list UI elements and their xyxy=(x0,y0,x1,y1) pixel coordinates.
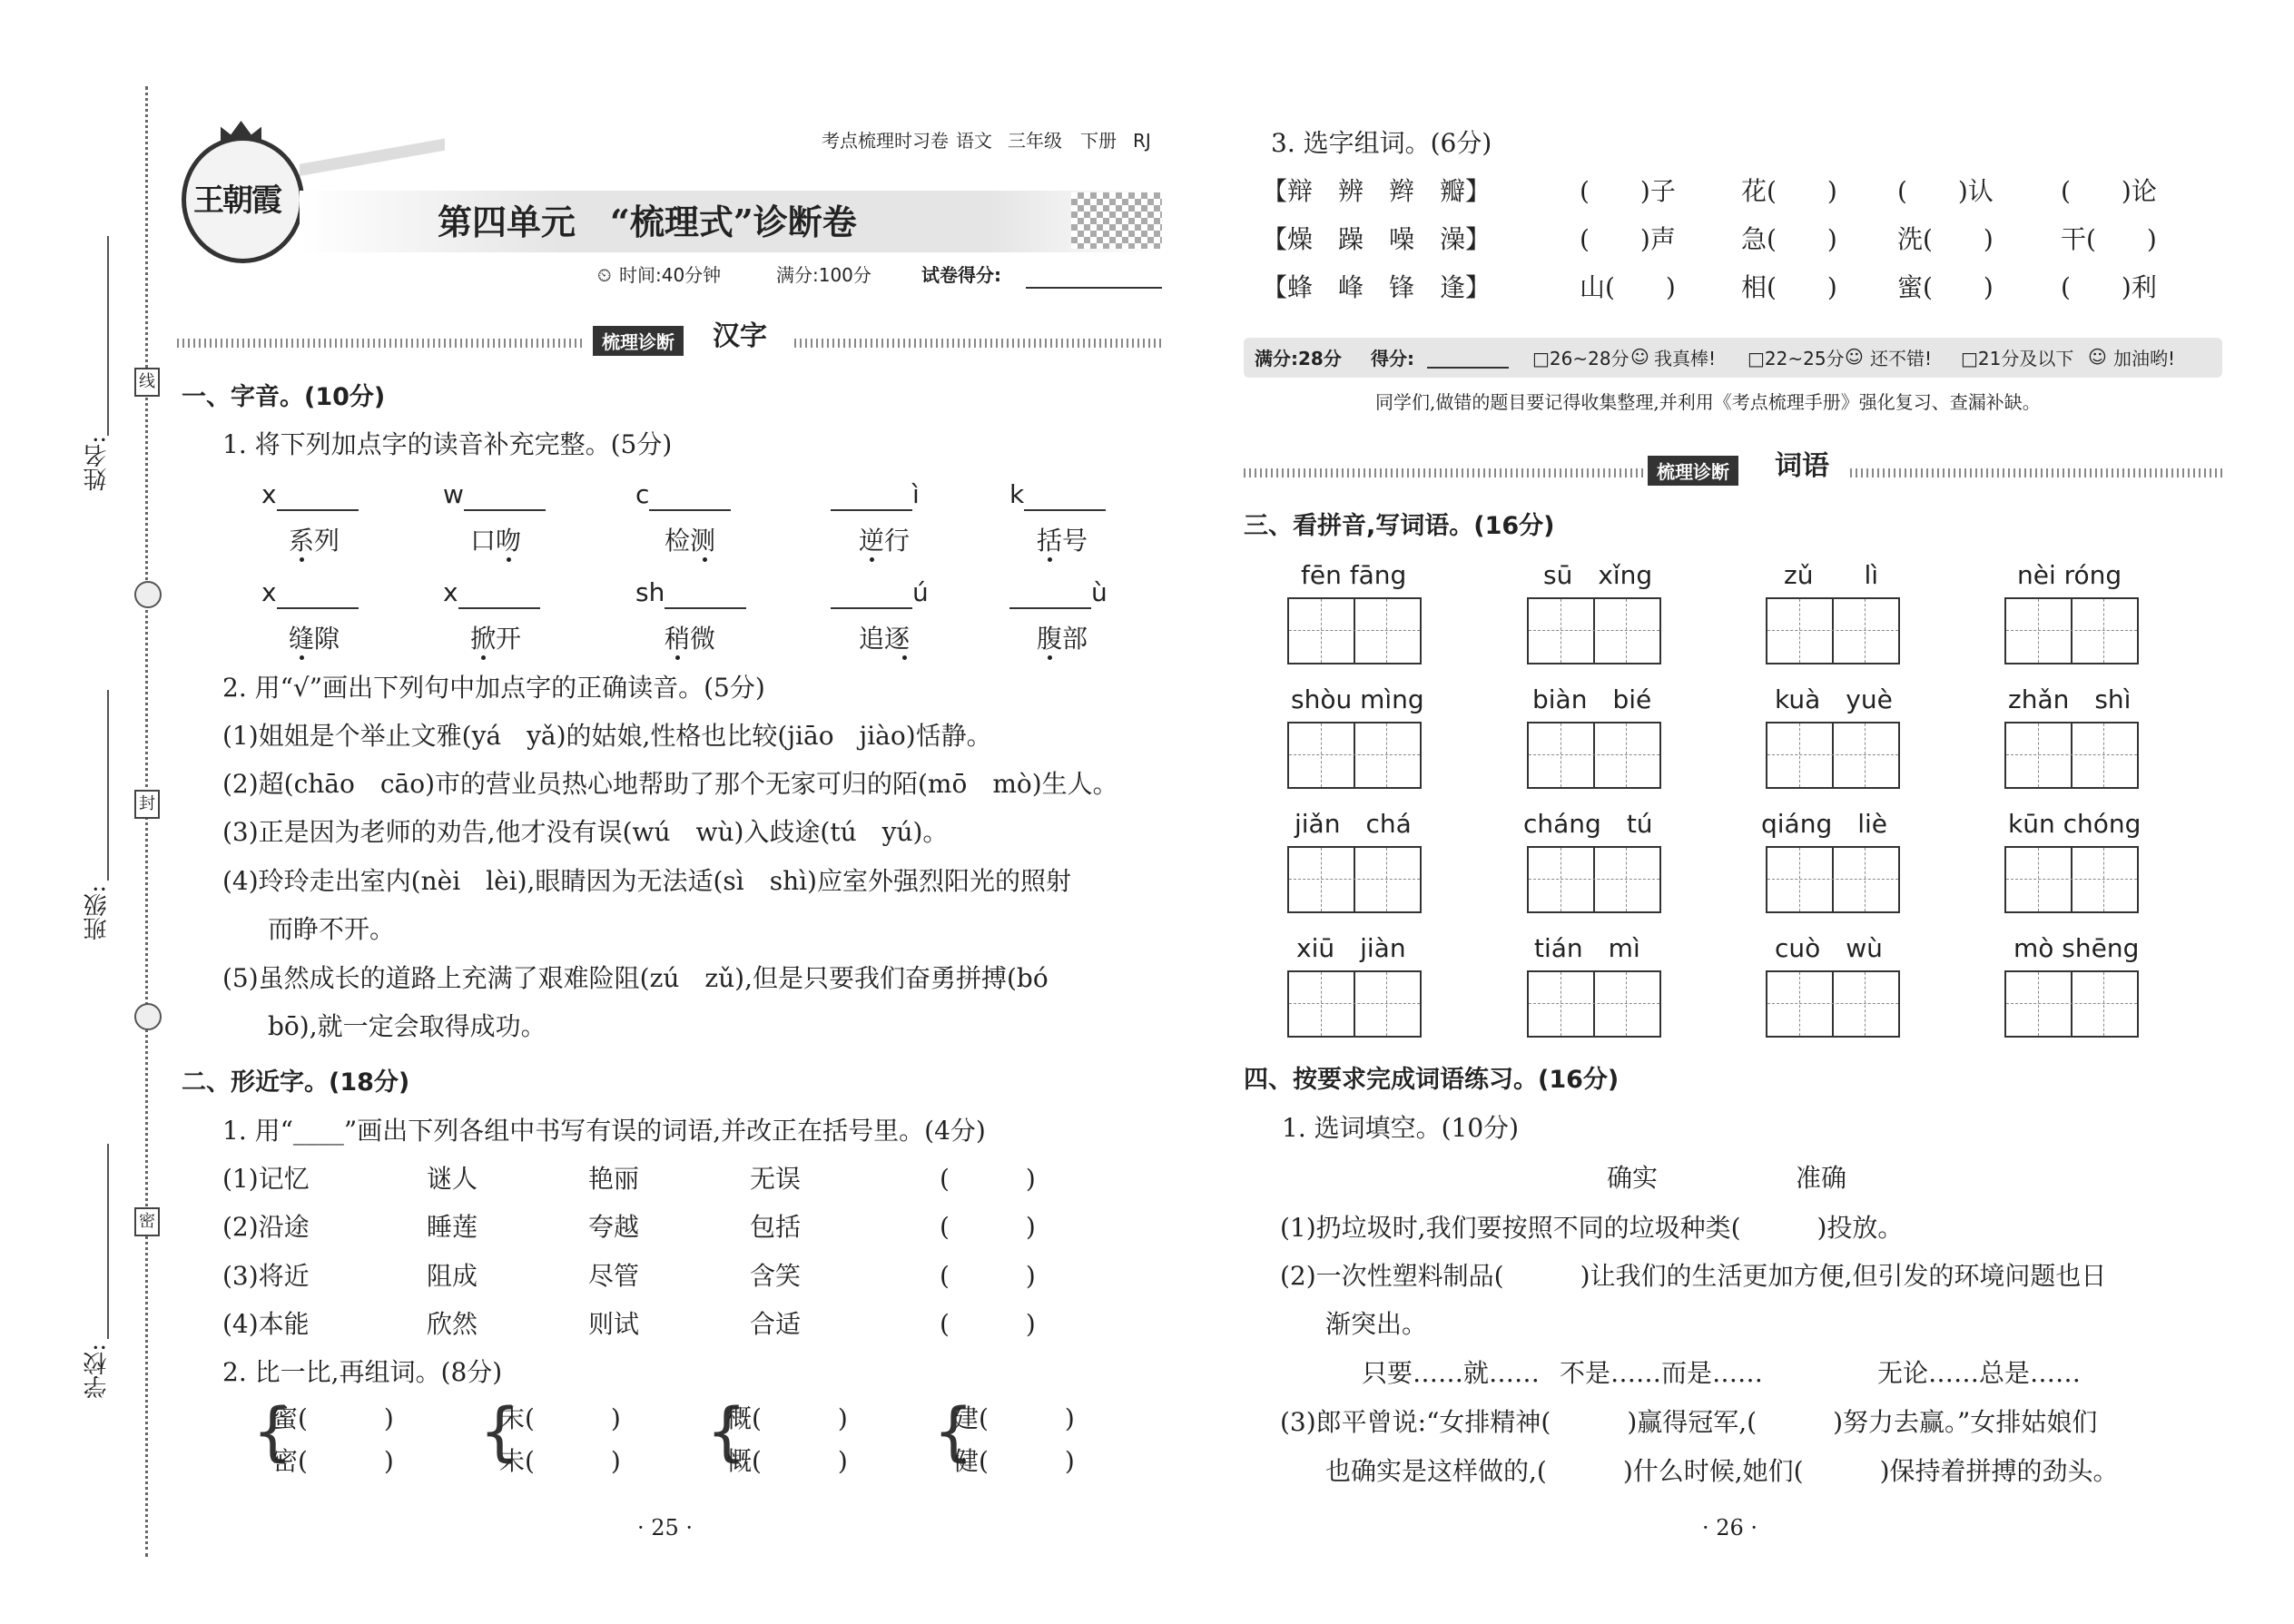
q2-row4-d[interactable]: 合适 xyxy=(750,1309,802,1339)
exam-full-score: 满分:100分 xyxy=(776,264,871,286)
compare-3a[interactable]: 概( ) xyxy=(726,1403,848,1433)
q2-row1-a[interactable]: (1)记忆 xyxy=(222,1164,310,1194)
pinyin-label: jiǎn chá xyxy=(1295,809,1412,839)
q2-row2-a[interactable]: (2)沿途 xyxy=(222,1212,310,1242)
group-1-blank-2[interactable]: 花( ) xyxy=(1741,176,1837,206)
sentence-2[interactable]: (2)超(chāo cāo)市的营业员热心地帮助了那个无家可归的陌(mō mò)生人。 xyxy=(222,769,1118,799)
pinyin-label: qiáng liè xyxy=(1761,809,1888,839)
pinyin-label: mò shēng xyxy=(2013,933,2140,963)
fill-1[interactable]: (1)扔垃圾时,我们要按照不同的垃圾种类( )投放。 xyxy=(1280,1213,1904,1243)
group-3-chars: 【蜂 峰 锋 逢】 xyxy=(1262,272,1492,302)
group-1-blank-3[interactable]: ( )认 xyxy=(1897,176,1994,206)
tian-grid[interactable] xyxy=(1287,846,1422,913)
group-1-chars: 【辩 辨 辫 瓣】 xyxy=(1262,176,1492,206)
logo-text: 王朝霞 xyxy=(193,182,281,219)
q1-1-instruction: 1. 将下列加点字的读音补充完整。(5分) xyxy=(222,429,673,459)
tian-grid[interactable] xyxy=(1527,970,1661,1038)
choice-word-1: 确实 xyxy=(1607,1163,1659,1193)
q3-title: 三、看拼音,写词语。(16分) xyxy=(1244,512,1555,540)
word-1-3: 检测 xyxy=(665,526,716,556)
word-2-2: 掀开 xyxy=(470,624,522,654)
pinyin-label: fēn fāng xyxy=(1301,560,1407,590)
header-series: 考点梳理时习卷 xyxy=(822,130,949,152)
q2-row1-d[interactable]: 无误 xyxy=(750,1164,802,1194)
choice-phrase-3: 无论……总是…… xyxy=(1877,1358,2082,1388)
pinyin-blank-3[interactable]: c xyxy=(635,478,731,511)
tian-grid[interactable] xyxy=(1527,846,1661,913)
pinyin-label: biàn bié xyxy=(1532,684,1652,714)
pinyin-blank-2[interactable]: w xyxy=(443,478,546,511)
fill-3a[interactable]: (3)郎平曾说:“女排精神( )赢得冠军,( )努力去赢。”女排姑娘们 xyxy=(1280,1407,2098,1437)
header-edition: RJ xyxy=(1133,130,1151,152)
q2-row3-d[interactable]: 含笑 xyxy=(750,1261,802,1291)
pinyin-label: cháng tú xyxy=(1523,809,1653,839)
q2-row2-answer[interactable]: ( ) xyxy=(940,1212,1036,1242)
group-3-blank-4[interactable]: ( )利 xyxy=(2061,272,2157,302)
section-tag: 梳理诊断 xyxy=(593,326,684,356)
q4-1-instruction: 1. 选词填空。(10分) xyxy=(1282,1113,1520,1143)
exam-score-field[interactable] xyxy=(1026,287,1162,289)
pinyin-label: kuà yuè xyxy=(1775,684,1893,714)
group-2-blank-3[interactable]: 洗( ) xyxy=(1897,224,1994,254)
pinyin-label: xiū jiàn xyxy=(1296,933,1406,963)
school-label: 学校: xyxy=(84,1343,111,1399)
section-tag: 梳理诊断 xyxy=(1648,456,1738,486)
pinyin-blank-6[interactable]: x xyxy=(261,576,359,609)
logo-crown-icon xyxy=(221,121,261,141)
section-title: 汉字 xyxy=(713,320,767,352)
review-tip: 同学们,做错的题目要记得收集整理,并利用《考点梳理手册》强化复习、查漏补缺。 xyxy=(1375,391,2041,413)
pinyin-blank-8[interactable]: sh xyxy=(635,576,746,609)
tian-grid[interactable] xyxy=(1766,597,1900,664)
neutral-face-icon: ☺ xyxy=(1845,346,1864,368)
q2-row4-c[interactable]: 则试 xyxy=(588,1309,640,1339)
class-label: 班级: xyxy=(84,885,111,940)
q1-title: 一、字音。(10分) xyxy=(182,383,386,411)
group-2-chars: 【燥 躁 噪 澡】 xyxy=(1262,224,1492,254)
q2-row2-b[interactable]: 睡莲 xyxy=(427,1212,478,1242)
q2-title: 二、形近字。(18分) xyxy=(182,1068,410,1097)
q2-row3-answer[interactable]: ( ) xyxy=(940,1261,1036,1291)
group-1-blank-1[interactable]: ( )子 xyxy=(1580,176,1676,206)
choice-word-2: 准确 xyxy=(1796,1163,1847,1193)
q2-row4-b[interactable]: 欣然 xyxy=(427,1309,478,1339)
pinyin-blank-4[interactable]: ì xyxy=(831,478,920,511)
pinyin-blank-7[interactable]: x xyxy=(443,576,540,609)
tian-grid[interactable] xyxy=(1766,722,1900,789)
section-title: 词语 xyxy=(1775,450,1829,482)
binding-hole-2 xyxy=(134,1003,162,1030)
page-title: 第四单元 “梳理式”诊断卷 xyxy=(438,202,857,242)
q2-row3-b[interactable]: 阻成 xyxy=(427,1261,478,1291)
compare-1b[interactable]: 密( ) xyxy=(272,1446,394,1476)
word-1-1: 系列 xyxy=(289,526,340,556)
group-2-blank-2[interactable]: 急( ) xyxy=(1741,224,1837,254)
exam-time: 时间:40分钟 xyxy=(619,264,722,286)
cheer-face-icon: ☺ xyxy=(2088,346,2107,368)
page-number-left: · 25 · xyxy=(637,1515,694,1540)
page-number-right: · 26 · xyxy=(1702,1515,1758,1540)
compare-2a[interactable]: 末( ) xyxy=(499,1403,621,1433)
q2-row3-c[interactable]: 尽管 xyxy=(588,1261,640,1291)
seal-mark-1: 线 xyxy=(134,368,160,397)
rating-2-checkbox[interactable]: □22~25分 xyxy=(1748,348,1845,369)
header-volume: 下册 xyxy=(1080,130,1117,152)
section-header-hanzi xyxy=(177,320,1162,353)
pinyin-label: sū xǐng xyxy=(1543,560,1653,590)
compare-2b[interactable]: 未( ) xyxy=(499,1446,621,1476)
group-2-blank-4[interactable]: 干( ) xyxy=(2061,224,2157,254)
q2-2-instruction: 2. 比一比,再组词。(8分) xyxy=(222,1357,503,1387)
tian-grid[interactable] xyxy=(1766,846,1900,913)
q1-2-instruction: 2. 用“√”画出下列句中加点字的正确读音。(5分) xyxy=(222,673,765,703)
choice-phrase-1: 只要……就…… xyxy=(1362,1358,1541,1388)
tian-grid[interactable] xyxy=(1527,597,1661,664)
pinyin-label: cuò wù xyxy=(1775,933,1883,963)
exam-score-label: 试卷得分: xyxy=(921,264,1001,286)
q2-row1-b[interactable]: 谜人 xyxy=(427,1164,478,1194)
school-field[interactable] xyxy=(107,1144,109,1339)
q3-select-title: 3. 选字组词。(6分) xyxy=(1271,128,1492,158)
q2-row2-d[interactable]: 包括 xyxy=(750,1212,802,1242)
brace-4: { xyxy=(933,1394,974,1469)
tian-grid[interactable] xyxy=(2004,970,2139,1038)
pinyin-blank-1[interactable]: x xyxy=(261,478,359,511)
section-score-label: 得分: xyxy=(1371,348,1414,369)
compare-4a[interactable]: 建( ) xyxy=(953,1403,1075,1433)
pinyin-label: shòu mìng xyxy=(1291,684,1424,714)
tian-grid[interactable] xyxy=(1287,722,1422,789)
tian-grid[interactable] xyxy=(1287,970,1422,1038)
binding-hole-1 xyxy=(134,581,162,608)
pinyin-label: kūn chóng xyxy=(2008,809,2141,839)
header-grade: 三年级 xyxy=(1008,130,1062,152)
sentence-1[interactable]: (1)姐姐是个举止文雅(yá yǎ)的姑娘,性格也比较(jiāo jiào)恬静。 xyxy=(222,721,992,751)
fill-2b: 渐突出。 xyxy=(1325,1309,1428,1339)
binding-dotted-line xyxy=(145,86,148,1557)
pinyin-blank-9[interactable]: ú xyxy=(831,576,929,609)
pinyin-blank-5[interactable]: k xyxy=(1009,478,1106,511)
tian-grid[interactable] xyxy=(2004,597,2139,664)
group-2-blank-1[interactable]: ( )声 xyxy=(1580,224,1676,254)
group-3-blank-2[interactable]: 相( ) xyxy=(1741,272,1837,302)
rating-3-checkbox[interactable]: □21分及以下 xyxy=(1961,348,2074,369)
tian-grid[interactable] xyxy=(2004,722,2139,789)
section-header-ciyu xyxy=(1244,450,2222,483)
class-field[interactable] xyxy=(107,690,109,881)
fill-3b[interactable]: 也确实是这样做的,( )什么时候,她们( )保持着拼搏的劲头。 xyxy=(1325,1456,2119,1486)
pinyin-label: zǔ lì xyxy=(1784,560,1879,590)
seal-mark-3: 密 xyxy=(134,1207,160,1236)
q2-row1-answer[interactable]: ( ) xyxy=(940,1164,1036,1194)
group-3-blank-1[interactable]: 山( ) xyxy=(1580,272,1676,302)
brace-2: { xyxy=(479,1394,520,1469)
pinyin-label: zhǎn shì xyxy=(2008,684,2132,714)
word-2-3: 稍微 xyxy=(665,624,716,654)
sentence-4a[interactable]: (4)玲玲走出室内(nèi lèi),眼睛因为无法适(sì shì)应室外强烈阳光的照射 xyxy=(222,866,1071,896)
smile-face-icon: ☺ xyxy=(1630,346,1649,368)
pinyin-blank-10[interactable]: ù xyxy=(1009,576,1108,609)
sentence-5a[interactable]: (5)虽然成长的道路上充满了艰难险阻(zú zǔ),但是只要我们奋勇拼搏(bó xyxy=(222,963,1049,993)
q2-row3-a[interactable]: (3)将近 xyxy=(222,1261,310,1291)
seal-mark-2: 封 xyxy=(134,790,160,819)
q2-row2-c[interactable]: 夸越 xyxy=(588,1212,640,1242)
section-full-score: 满分:28分 xyxy=(1255,348,1342,369)
choice-phrase-2: 不是……而是…… xyxy=(1560,1358,1764,1388)
pinyin-label: tián mì xyxy=(1534,933,1640,963)
ribbon-decoration xyxy=(300,132,445,186)
compare-1a[interactable]: 蜜( ) xyxy=(272,1403,394,1433)
sentence-4b: 而睁不开。 xyxy=(268,914,396,944)
rating-1-text: 我真棒! xyxy=(1654,348,1717,369)
tian-grid[interactable] xyxy=(1287,597,1422,664)
word-1-4: 逆行 xyxy=(859,526,911,556)
section-score-field[interactable] xyxy=(1427,367,1509,369)
rating-2-text: 还不错! xyxy=(1870,348,1933,369)
pinyin-label: nèi róng xyxy=(2017,560,2122,590)
title-checker xyxy=(1071,192,1162,249)
q2-1-instruction: 1. 用“____”画出下列各组中书写有误的词语,并改正在括号里。(4分) xyxy=(222,1116,986,1146)
compare-4b[interactable]: 健( ) xyxy=(953,1446,1075,1476)
clock-icon: ⏲ xyxy=(597,264,612,286)
brace-3: { xyxy=(706,1394,747,1469)
word-2-4: 追逐 xyxy=(859,624,911,654)
sentence-3[interactable]: (3)正是因为老师的劝告,他才没有误(wú wù)入歧途(tú yú)。 xyxy=(222,817,949,847)
word-2-5: 腹部 xyxy=(1037,624,1088,654)
q4-title: 四、按要求完成词语练习。(16分) xyxy=(1244,1066,1620,1094)
word-1-5: 括号 xyxy=(1037,526,1088,556)
brand-logo xyxy=(182,136,304,263)
tian-grid[interactable] xyxy=(1527,722,1661,789)
tian-grid[interactable] xyxy=(2004,846,2139,913)
rating-1-checkbox[interactable]: □26~28分 xyxy=(1532,348,1629,369)
q2-row1-c[interactable]: 艳丽 xyxy=(588,1164,640,1194)
rating-3-text: 加油哟! xyxy=(2113,348,2176,369)
brace-1: { xyxy=(252,1394,293,1469)
group-1-blank-4[interactable]: ( )论 xyxy=(2061,176,2157,206)
sentence-5b: bō),就一定会取得成功。 xyxy=(268,1011,546,1041)
header-subject: 语文 xyxy=(956,130,992,152)
name-label: 姓名: xyxy=(84,436,111,491)
tian-grid[interactable] xyxy=(1766,970,1900,1038)
name-field[interactable] xyxy=(107,236,109,436)
word-2-1: 缝隙 xyxy=(289,624,340,654)
word-1-2: 口吻 xyxy=(470,526,522,556)
compare-3b[interactable]: 慨( ) xyxy=(726,1446,848,1476)
fill-2a[interactable]: (2)一次性塑料制品( )让我们的生活更加方便,但引发的环境问题也日 xyxy=(1280,1261,2107,1291)
q2-row4-answer[interactable]: ( ) xyxy=(940,1309,1036,1339)
q2-row4-a[interactable]: (4)本能 xyxy=(222,1309,310,1339)
group-3-blank-3[interactable]: 蜜( ) xyxy=(1897,272,1994,302)
